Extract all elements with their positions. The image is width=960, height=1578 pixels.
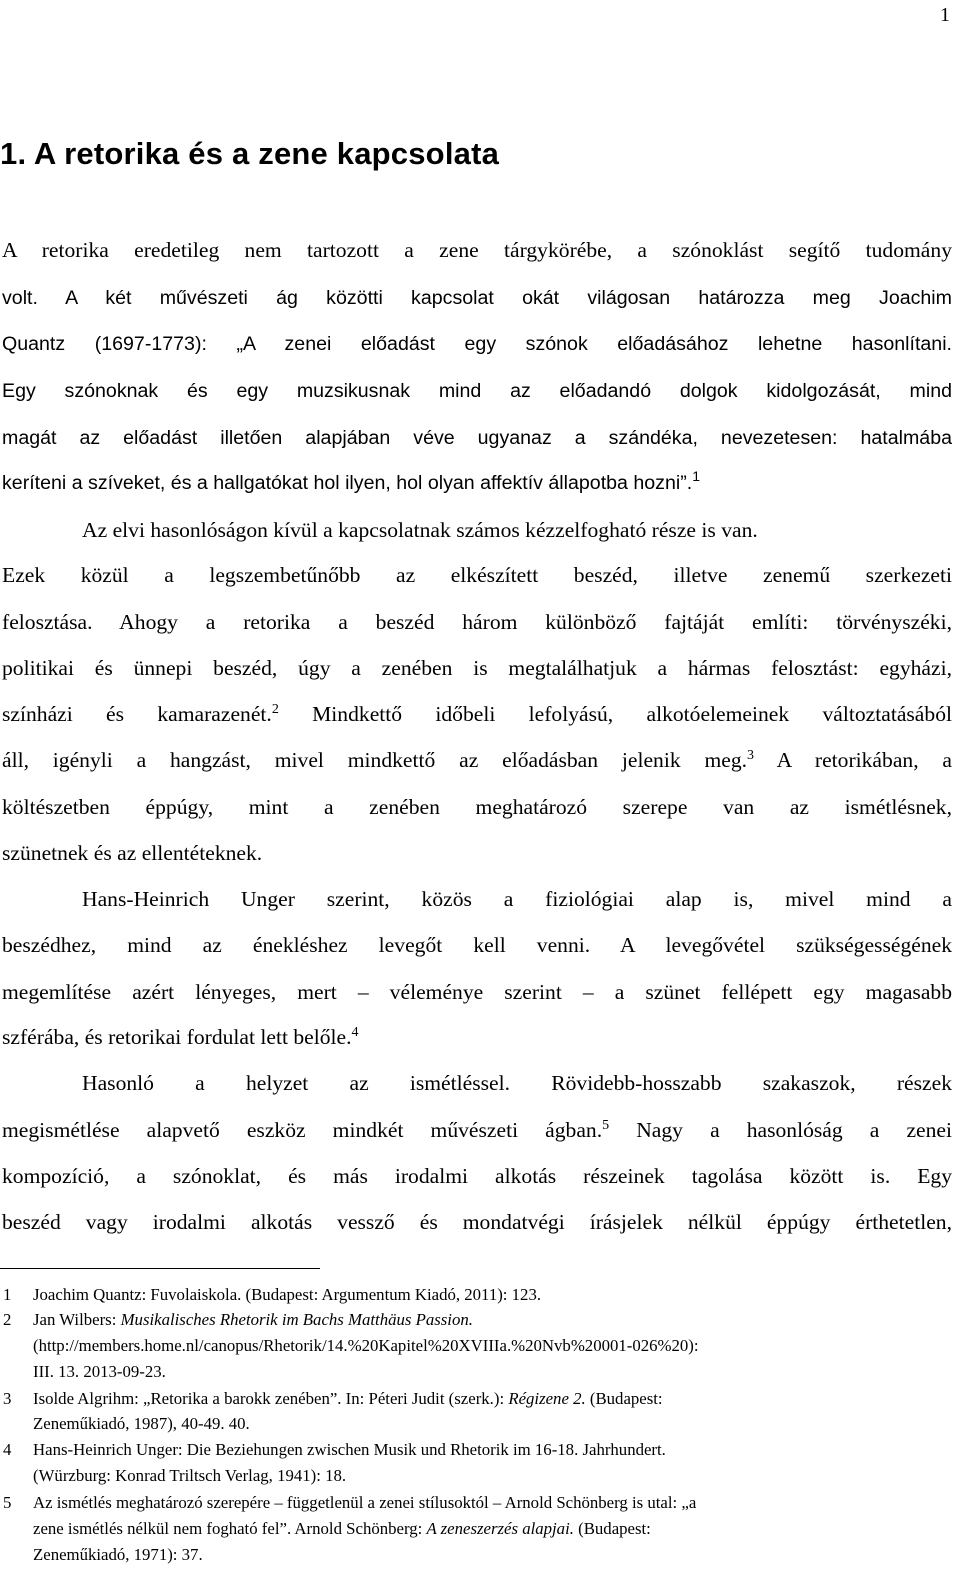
text-span: A retorikában, a	[754, 748, 952, 772]
footnote-number: 5	[3, 1493, 12, 1512]
footnote-text: (Würzburg: Konrad Triltsch Verlag, 1941): 18.	[33, 1466, 347, 1485]
footnote-number: 4	[3, 1440, 12, 1459]
footnote-number: 2	[3, 1310, 12, 1329]
text-line: Egy szónoknak és egy muzsikusnak mind az előadandó dolgok kidolgozását, mind	[2, 380, 952, 402]
text-line	[2, 702, 952, 727]
footnote-ref: 5	[602, 1118, 610, 1133]
text-line: Quantz (1697-1773): „A zenei előadást egy szónok előadásához lehetne hasonlítani.	[2, 333, 952, 355]
text-span: Mindkettő időbeli lefolyású, alkotóelemeinek változtatásából	[278, 702, 952, 726]
text-span: szférába, és retorikai fordulat lett belőle.	[2, 1025, 352, 1049]
text-line: volt. A két művészeti ág közötti kapcsolat okát világosan határozza meg Joachim	[2, 287, 952, 309]
text-line: kompozíció, a szónoklat, és más irodalmi alkotás részeinek tagolása között is. Egy	[2, 1164, 952, 1188]
text-line: magát az előadást illetően alapjában véve ugyanaz a szándéka, nevezetesen: hatalmába	[2, 427, 952, 449]
footnote-text	[33, 1310, 473, 1330]
text-line: megemlítése azért lényeges, mert – véleménye szerint – a szünet fellépett egy magasabb	[2, 980, 952, 1004]
footnote-ref: 2	[271, 702, 279, 717]
text-line	[2, 468, 952, 495]
text-line: beszéd vagy irodalmi alkotás vessző és mondatvégi írásjelek nélkül éppúgy érthetetlen,	[2, 1210, 952, 1234]
text-line: politikai és ünnepi beszéd, úgy a zenében is megtalálhatjuk a hármas felosztást: egyházi,	[2, 656, 952, 680]
text-span: keríteni a szíveket, és a hallgatókat hol ilyen, hol olyan affektív állapotba hozni”.	[2, 472, 693, 494]
text-span: zene ismétlés nélkül nem fogható fel”. Arnold Schönberg:	[33, 1519, 427, 1538]
work-title: A zeneszerzés alapjai.	[426, 1519, 574, 1538]
footnote-text: (http://members.home.nl/canopus/Rhetorik/14.%20Kapitel%20XVIIIa.%20Nvb%20001-026%20):	[33, 1336, 699, 1355]
text-line: Hasonló a helyzet az ismétléssel. Rövidebb-hosszabb szakaszok, részek	[82, 1071, 952, 1095]
text-line: A retorika eredetileg nem tartozott a zene tárgykörébe, a szónoklást segítő tudomány	[2, 238, 952, 262]
text-line: Hans-Heinrich Unger szerint, közös a fiziológiai alap is, mivel mind a	[82, 887, 952, 911]
footnote-ref: 3	[747, 748, 755, 763]
text-line: felosztása. Ahogy a retorika a beszéd három különböző fajtáját említi: törvényszéki,	[2, 610, 952, 634]
footnote-text	[33, 1389, 663, 1409]
footnote-text	[33, 1519, 651, 1539]
text-span: színházi és kamarazenét.	[2, 702, 272, 726]
footnote-number: 1	[3, 1285, 12, 1304]
footnote-text: Zeneműkiadó, 1971): 37.	[33, 1545, 203, 1564]
work-title: Régizene 2.	[508, 1389, 586, 1408]
chapter-title: 1. A retorika és a zene kapcsolata	[0, 136, 500, 171]
text-span: Isolde Algrihm: „Retorika a barokk zenében”. In: Péteri Judit (szerk.):	[33, 1389, 509, 1408]
footnote-text: Hans-Heinrich Unger: Die Beziehungen zwischen Musik und Rhetorik im 16-18. Jahrhundert.	[33, 1440, 666, 1459]
text-line: költészetben éppúgy, mint a zenében meghatározó szerepe van az ismétlésnek,	[2, 795, 952, 819]
footnote-number: 3	[3, 1389, 12, 1408]
text-line: szünetnek és az ellentéteknek.	[2, 841, 263, 865]
footnote-ref: 1	[692, 468, 700, 484]
text-line	[2, 1025, 952, 1050]
text-span: Jan Wilbers:	[33, 1310, 121, 1329]
text-span: (Budapest:	[573, 1519, 651, 1538]
footnote-text: Zeneműkiadó, 1987), 40-49. 40.	[33, 1414, 250, 1433]
text-span: megismétlése alapvető eszköz mindkét művészeti ágban.	[2, 1118, 603, 1142]
footnote-text: III. 13. 2013-09-23.	[33, 1362, 166, 1381]
text-line: beszédhez, mind az énekléshez levegőt kell venni. A levegővétel szükségességének	[2, 933, 952, 957]
text-span: áll, igényli a hangzást, mivel mindkettő az előadásban jelenik meg.	[2, 748, 748, 772]
text-line: Az elvi hasonlóságon kívül a kapcsolatnak számos kézzelfogható része is van.	[82, 518, 758, 542]
text-line	[2, 748, 952, 773]
footnote-ref: 4	[351, 1025, 359, 1040]
footnote-text: Az ismétlés meghatározó szerepére – függetlenül a zenei stílusoktól – Arnold Schönberg is utal: „a	[33, 1493, 697, 1512]
footnote-text: Joachim Quantz: Fuvolaiskola. (Budapest: Argumentum Kiadó, 2011): 123.	[33, 1285, 542, 1304]
text-line: Ezek közül a legszembetűnőbb az elkészített beszéd, illetve zenemű szerkezeti	[2, 563, 952, 587]
work-title: Musikalisches Rhetorik im Bachs Matthäus Passion.	[120, 1310, 473, 1329]
text-line	[2, 1118, 952, 1143]
page-number: 1	[940, 4, 950, 26]
text-span: (Budapest:	[585, 1389, 663, 1408]
text-span: Nagy a hasonlóság a zenei	[609, 1118, 952, 1142]
footnote-separator	[0, 1268, 320, 1269]
